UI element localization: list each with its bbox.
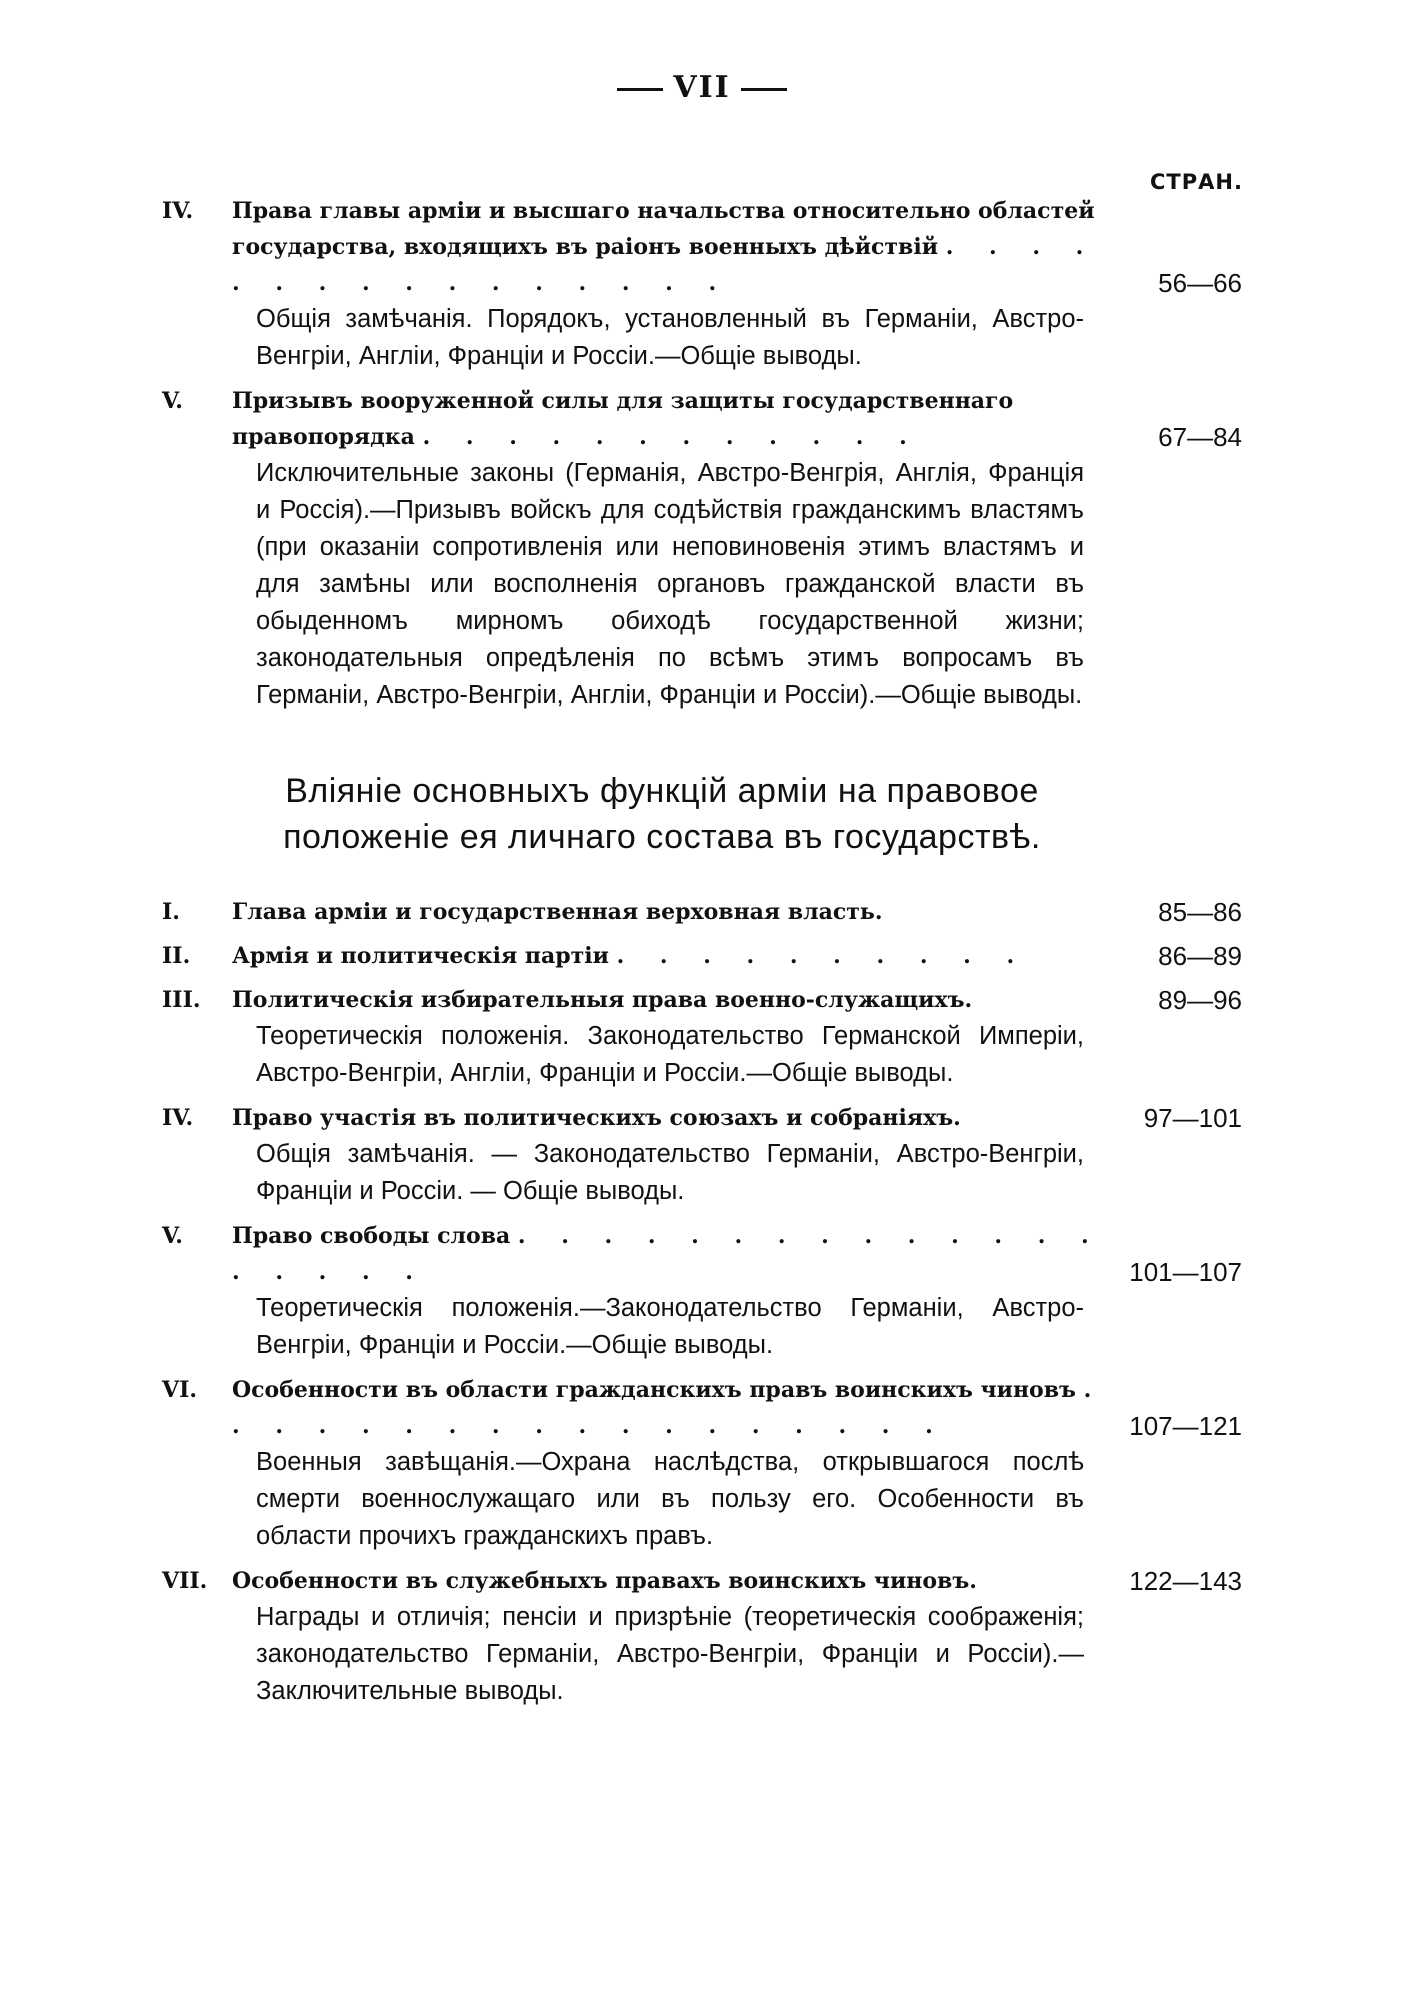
entry-numeral: V.: [162, 388, 183, 414]
entry-title: Право свободы слова . . . . . . . . . . . . . . . . . . .: [232, 1223, 1103, 1285]
entry-title: Призывъ вооруженной силы для защиты государственнаго правопорядка . . . . . . . . . . . .: [232, 388, 1014, 450]
entry-pages: 107—121: [1129, 1411, 1242, 1441]
section-heading-line-2: положеніе ея личнаго состава въ государствѣ.: [283, 818, 1041, 856]
toc-entry-iv: [162, 193, 1242, 375]
dot-leader: . . . . . . . . . .: [616, 943, 1029, 969]
dot-leader: . . . . . . . . . . . . . . . .: [232, 234, 1098, 296]
entry-numeral: V.: [162, 1223, 183, 1249]
entry-description: Военныя завѣщанія.—Охрана наслѣдства, открывшагося послѣ смерти военнослужащаго или въ пользу его. Особенности въ области прочихъ гражданскихъ правъ.: [256, 1448, 1084, 1550]
toc-entry-vi: [162, 1372, 1242, 1555]
folio-dash-left: [617, 88, 663, 91]
toc-entry-v: [162, 383, 1242, 714]
entry-title: Глава арміи и государственная верховная власть.: [232, 899, 883, 925]
entry-pages: 101—107: [1129, 1257, 1242, 1287]
entry-numeral: IV.: [162, 1105, 194, 1131]
entry-description: Теоретическія положенія.—Законодательство Германіи, Австро-Венгріи, Франціи и Россіи.—Общіе выводы.: [256, 1294, 1084, 1359]
toc-entry-vii: [162, 1563, 1242, 1710]
entry-pages: 89—96: [1158, 985, 1242, 1015]
entry-pages: 67—84: [1158, 422, 1242, 452]
toc-entry-iii: [162, 982, 1242, 1092]
entry-description: Общія замѣчанія. Порядокъ, установленный въ Германіи, Австро-Венгріи, Англіи, Франціи и Россіи.—Общіе выводы.: [256, 305, 1084, 370]
entry-numeral: IV.: [162, 198, 194, 224]
entry-pages: 56—66: [1158, 268, 1242, 298]
dot-leader: . . . . . . . . . . . .: [422, 424, 921, 450]
toc-entry-v-b: [162, 1218, 1242, 1364]
dot-leader: . . . . . . . . . . . . . . . . . .: [232, 1377, 1106, 1439]
entry-pages: 86—89: [1158, 941, 1242, 971]
entry-title: Армія и политическія партіи . . . . . . . . . .: [232, 943, 1029, 969]
entry-title: Особенности въ области гражданскихъ правъ воинскихъ чиновъ . . . . . . . . . . . . . . . . . .: [232, 1377, 1106, 1439]
entry-pages: 85—86: [1158, 897, 1242, 927]
section-heading-line-1: Вліяніе основныхъ функцій арміи на правовое: [285, 772, 1039, 810]
entry-title: Политическія избирательныя права военно-служащихъ.: [232, 987, 973, 1013]
entry-description: Общія замѣчанія. — Законодательство Германіи, Австро-Венгріи, Франціи и Россіи. — Общіе выводы.: [256, 1140, 1084, 1205]
pages-column-label: СТРАН.: [1150, 170, 1243, 194]
folio-dash-right: [741, 88, 787, 91]
page-number: VII: [0, 70, 1404, 105]
entry-numeral: II.: [162, 943, 191, 969]
toc-entry-iv-b: [162, 1100, 1242, 1210]
toc-entry-i: [162, 894, 1242, 930]
section-heading: [162, 768, 1162, 860]
toc-entry-ii: [162, 938, 1242, 974]
entry-title: Права главы арміи и высшаго начальства относительно областей государства, входящихъ въ раіонъ военныхъ дѣйствій . . . . . . . . . . . . . . . .: [232, 198, 1098, 296]
entry-pages: 122—143: [1129, 1566, 1242, 1596]
entry-description: Награды и отличія; пенсіи и призрѣніе (теоретическія соображенія; законодательство Германіи, Австро-Венгріи, Франціи и Россіи).—Заключительные выводы.: [256, 1603, 1084, 1705]
entry-description: Теоретическія положенія. Законодательство Германской Имперіи, Австро-Венгріи, Англіи, Франціи и Россіи.—Общіе выводы.: [256, 1022, 1084, 1087]
entry-description: Исключительные законы (Германія, Австро-Венгрія, Англія, Франція и Россія).—Призывъ войскъ для содѣйствія гражданскимъ властямъ (при оказаніи сопротивленія или неповиновенія этимъ властямъ и для замѣны или восполненія органовъ гражданской власти въ обыденномъ мирномъ обиходѣ государственной жизни; законодательныя опредѣленія по всѣмъ этимъ вопросамъ въ Германіи, Австро-Венгріи, Англіи, Франціи и Россіи).—Общіе выводы.: [256, 459, 1084, 709]
entry-numeral: I.: [162, 899, 180, 925]
dot-leader: . . . . . . . . . . . . . . . . . . .: [232, 1223, 1103, 1285]
entry-title: Право участія въ политическихъ союзахъ и собраніяхъ.: [232, 1105, 961, 1131]
table-of-contents: [162, 193, 1242, 1718]
entry-numeral: VII.: [162, 1568, 208, 1594]
entry-pages: 97—101: [1143, 1103, 1242, 1133]
entry-numeral: VI.: [162, 1377, 198, 1403]
entry-numeral: III.: [162, 987, 201, 1013]
entry-title: Особенности въ служебныхъ правахъ воинскихъ чиновъ.: [232, 1568, 977, 1594]
